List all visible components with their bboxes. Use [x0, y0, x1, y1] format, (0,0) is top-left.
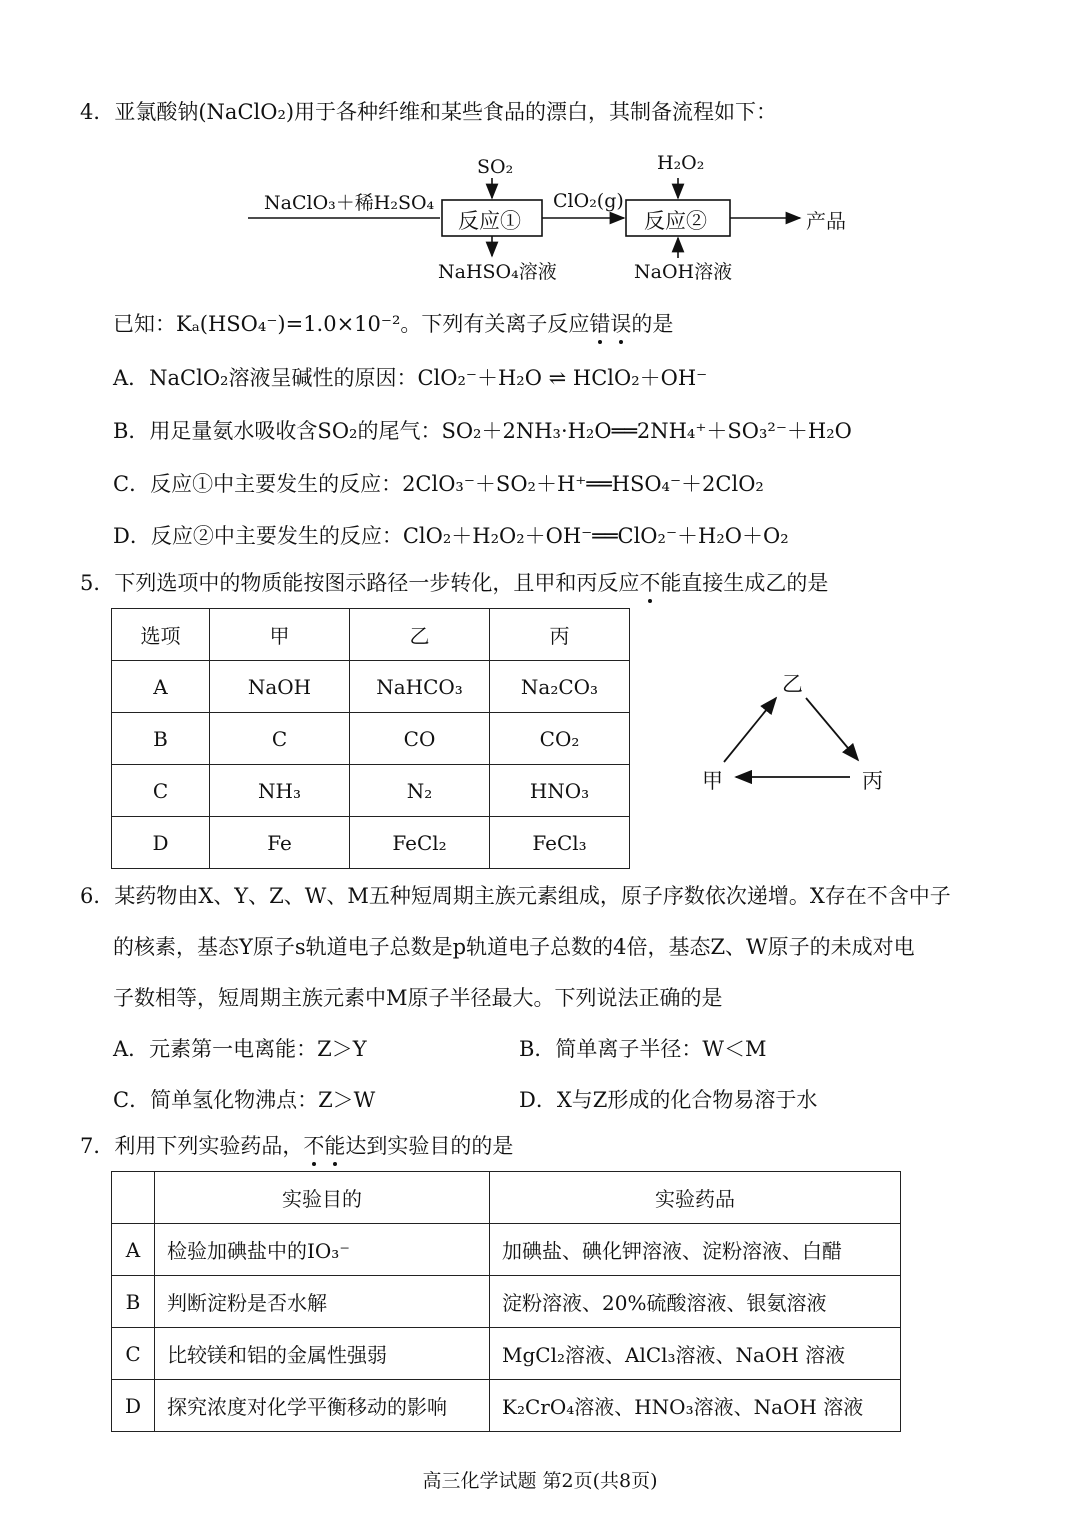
table-row — [112, 1276, 901, 1328]
table-cell: NaHCO₃ — [350, 661, 490, 713]
q4-given: 已知：Kₐ(HSO₄⁻)=1.0×10⁻²。下列有关离子反应错误的是 — [113, 312, 674, 336]
diagram-jia-label: 甲 — [702, 769, 723, 793]
table-header: 乙 — [350, 609, 490, 661]
table-cell: D — [112, 817, 210, 869]
table-cell: D — [112, 1380, 155, 1432]
q6-line1: 6．某药物由X、Y、Z、W、M五种短周期主族元素组成，原子序数依次递增。X存在不含中子 — [80, 884, 951, 908]
table-row — [112, 1328, 901, 1380]
table-cell: Na₂CO₃ — [490, 661, 630, 713]
table-cell: 淀粉溶液、20%硫酸溶液、银氨溶液 — [490, 1276, 901, 1328]
table-header — [112, 1172, 155, 1224]
table-cell: NH₃ — [210, 765, 350, 817]
table-cell: NaOH — [210, 661, 350, 713]
table-cell: 检验加碘盐中的IO₃⁻ — [155, 1224, 490, 1276]
table-row — [112, 1172, 901, 1224]
table-cell: A — [112, 1224, 155, 1276]
flow-input-label: NaClO₃＋稀H₂SO₄ — [264, 192, 435, 214]
q4-stem: 4．亚氯酸钠(NaClO₂)用于各种纤维和某些食品的漂白，其制备流程如下： — [80, 100, 778, 124]
table-cell: 探究浓度对化学平衡移动的影响 — [155, 1380, 490, 1432]
table-cell: A — [112, 661, 210, 713]
table-header: 实验目的 — [155, 1172, 490, 1224]
q4-option-c: C．反应①中主要发生的反应：2ClO₃⁻＋SO₂＋H⁺══HSO₄⁻＋2ClO₂ — [113, 472, 764, 496]
table-cell: B — [112, 1276, 155, 1328]
table-cell: MgCl₂溶液、AlCl₃溶液、NaOH 溶液 — [490, 1328, 901, 1380]
q4-option-b: B．用足量氨水吸收含SO₂的尾气：SO₂＋2NH₃·H₂O══2NH₄⁺＋SO₃²⁻＋H₂O — [113, 419, 852, 443]
flow-box2-label: 反应② — [644, 209, 707, 233]
table-cell: FeCl₂ — [350, 817, 490, 869]
q5-stem: 5．下列选项中的物质能按图示路径一步转化，且甲和丙反应不能直接生成乙的是 — [80, 571, 829, 595]
arrow-jia-to-yi — [724, 698, 776, 762]
table-header: 甲 — [210, 609, 350, 661]
table-cell: C — [112, 765, 210, 817]
table-row — [112, 1380, 901, 1432]
q6-line3: 子数相等，短周期主族元素中M原子半径最大。下列说法正确的是 — [113, 986, 723, 1010]
q4-option-d: D．反应②中主要发生的反应：ClO₂＋H₂O₂＋OH⁻══ClO₂⁻＋H₂O＋O₂ — [113, 524, 789, 548]
flow-h2o2-label: H₂O₂ — [657, 152, 705, 174]
q7-table — [111, 1171, 901, 1432]
table-cell: CO — [350, 713, 490, 765]
page-footer: 高三化学试题 第2页(共8页) — [422, 1470, 658, 1492]
table-cell: Fe — [210, 817, 350, 869]
q6-option-d: D．X与Z形成的化合物易溶于水 — [519, 1088, 818, 1112]
diagram-yi-label: 乙 — [782, 672, 803, 696]
table-cell: 比较镁和铝的金属性强弱 — [155, 1328, 490, 1380]
flow-box1-label: 反应① — [458, 209, 521, 233]
arrow-yi-to-bing — [806, 698, 858, 760]
q5-table — [111, 608, 630, 869]
q6-line2: 的核素，基态Y原子s轨道电子总数是p轨道电子总数的4倍，基态Z、W原子的未成对电 — [113, 935, 915, 959]
flow-naoh-label: NaOH溶液 — [634, 261, 733, 283]
table-cell: B — [112, 713, 210, 765]
table-row — [112, 609, 630, 661]
table-row — [112, 1224, 901, 1276]
table-cell: N₂ — [350, 765, 490, 817]
flow-so2-label: SO₂ — [477, 156, 514, 178]
table-row — [112, 661, 630, 713]
flow-nahso4-label: NaHSO₄溶液 — [438, 261, 557, 283]
flow-product-label: 产品 — [806, 209, 846, 233]
diagram-bing-label: 丙 — [862, 769, 883, 793]
table-cell: HNO₃ — [490, 765, 630, 817]
table-header: 丙 — [490, 609, 630, 661]
table-cell: C — [210, 713, 350, 765]
table-cell: 判断淀粉是否水解 — [155, 1276, 490, 1328]
table-row — [112, 713, 630, 765]
table-cell: 加碘盐、碘化钾溶液、淀粉溶液、白醋 — [490, 1224, 901, 1276]
q6-option-a: A．元素第一电离能：Z＞Y — [113, 1037, 367, 1061]
q6-option-c: C．简单氢化物沸点：Z＞W — [113, 1088, 376, 1112]
table-cell: FeCl₃ — [490, 817, 630, 869]
table-header: 选项 — [112, 609, 210, 661]
flow-clo2-label: ClO₂(g) — [553, 190, 624, 212]
table-cell: CO₂ — [490, 713, 630, 765]
table-row — [112, 817, 630, 869]
table-cell: K₂CrO₄溶液、HNO₃溶液、NaOH 溶液 — [490, 1380, 901, 1432]
table-cell: C — [112, 1328, 155, 1380]
q7-stem: 7．利用下列实验药品，不能达到实验目的的是 — [80, 1134, 514, 1158]
table-row — [112, 765, 630, 817]
q6-option-b: B．简单离子半径：W＜M — [519, 1037, 767, 1061]
table-header: 实验药品 — [490, 1172, 901, 1224]
q4-option-a: A．NaClO₂溶液呈碱性的原因：ClO₂⁻＋H₂O ⇌ HClO₂＋OH⁻ — [113, 366, 708, 390]
